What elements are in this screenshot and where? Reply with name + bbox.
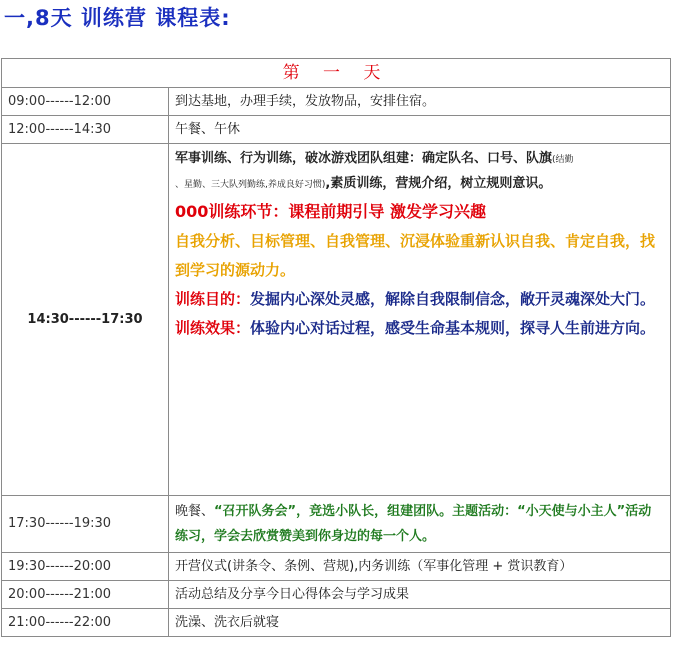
table-row <box>2 609 671 637</box>
military-training-text <box>175 147 664 197</box>
team-meeting-text: “召开队务会”，竞选小队长，组建团队。主题活动：“小天使与小主人” <box>214 504 626 519</box>
time-cell: 12:00------14:30 <box>2 116 169 144</box>
training-effect <box>175 314 664 343</box>
page-title: 一,8天 训练营 课程表: <box>4 6 231 30</box>
table-row <box>2 144 671 496</box>
time-cell: 17:30------19:30 <box>2 496 169 553</box>
activity-cell: 活动总结及分享今日心得体会与学习成果 <box>169 581 671 609</box>
activity-cell: 到达基地，办理手续，发放物品，安排住宿。 <box>169 88 671 116</box>
session-heading: 000训练环节：课程前期引导 激发学习兴趣 <box>175 202 486 221</box>
table-row <box>2 553 671 581</box>
goal-text: 发掘内心深处灵感，解除自我限制信念，敞开灵魂深处大门。 <box>250 290 656 308</box>
table-row <box>2 581 671 609</box>
schedule-table <box>1 58 671 637</box>
activity-cell: 开营仪式(讲条令、条例、营规),内务训练（军事化管理 + 赏识教育） <box>169 553 671 581</box>
time-cell: 20:00------21:00 <box>2 581 169 609</box>
session-description: 自我分析、目标管理、自我管理、沉浸体验重新认识自我、肯定自我，找到学习的源动力。 <box>175 232 656 279</box>
time-cell: 14:30------17:30 <box>2 144 169 496</box>
day-header: 第 一 天 <box>2 59 671 88</box>
effect-text: 体验内心对话过程，感受生命基本规则，探寻人生前进方向。 <box>250 319 656 337</box>
effect-label: 训练效果： <box>175 319 251 337</box>
time-cell: 19:30------20:00 <box>2 553 169 581</box>
time-cell: 21:00------22:00 <box>2 609 169 637</box>
training-goal <box>175 285 664 314</box>
training-note2: 、星勤、三大队列勤练,养成良好习惯) <box>175 180 326 190</box>
day-header-row <box>2 59 671 88</box>
activity-practice-text: 活动练习，学会去欣赏赞美到你身边的每一个人。 <box>175 504 652 544</box>
training-note1: (结勤 <box>552 155 574 165</box>
training-line2: ,素质训练，营规介绍，树立规则意识。 <box>325 176 552 191</box>
activity-cell <box>169 144 671 496</box>
activity-cell <box>169 496 671 553</box>
table-row <box>2 116 671 144</box>
training-line1: 军事训练、行为训练，破冰游戏团队组建：确定队名、口号、队旗 <box>175 151 553 166</box>
activity-cell: 午餐、午休 <box>169 116 671 144</box>
dinner-text: 晚餐、 <box>175 504 215 519</box>
goal-label: 训练目的： <box>175 290 251 308</box>
time-cell: 09:00------12:00 <box>2 88 169 116</box>
activity-cell: 洗澡、洗衣后就寝 <box>169 609 671 637</box>
table-row <box>2 496 671 553</box>
table-row <box>2 88 671 116</box>
